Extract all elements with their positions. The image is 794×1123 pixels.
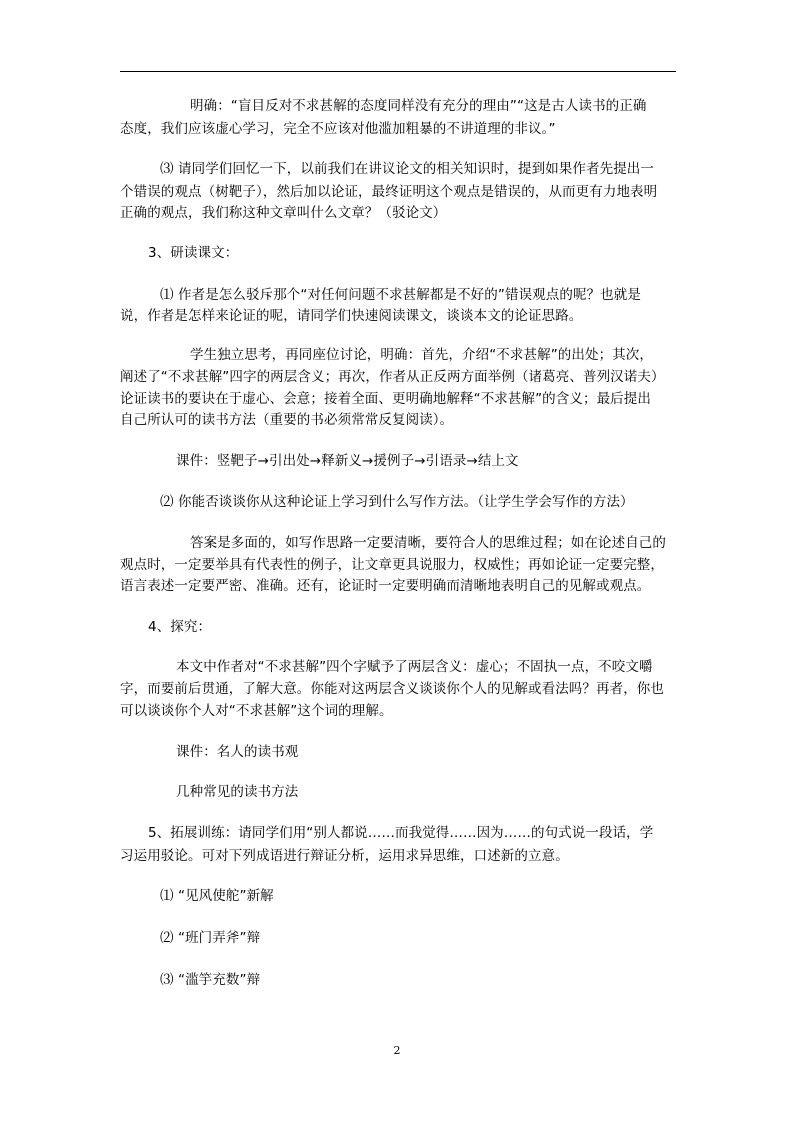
list-item: ⑶ “滥竽充数”辩 — [160, 972, 261, 988]
text-line: 字，而要前后贯通，了解大意。你能对这两层含义谈谈你个人的见解或看法吗？再者，你也 — [120, 681, 664, 697]
text-line: 态度，我们应该虚心学习，完全不应该对他滥加粗暴的不讲道理的非议。” — [120, 121, 556, 137]
page-number: 2 — [393, 1044, 401, 1057]
text-line: 课件：名人的读书观 — [176, 744, 299, 760]
text-line: 阐述了“不求甚解”四字的两层含义；再次，作者从正反两方面举例（诸葛亮、普列汉诺夫） — [120, 369, 665, 385]
text-line: 论证读书的要诀在于虚心、会意；接着全面、更明确地解释“不求甚解”的含义；最后提出 — [120, 391, 651, 407]
text-line: 语言表述一定要严密、准确。还有，论证时一定要明确而清晰地表明自己的见解或观点。 — [120, 578, 651, 594]
text-line: 习运用驳论。可对下列成语进行辩证分析，运用求异思维，口述新的立意。 — [120, 848, 569, 864]
text-line: 观点时，一定要举具有代表性的例子，让文章更具说服力，权威性；再如论证一定要完整， — [120, 557, 664, 573]
text-line: 几种常见的读书方法 — [176, 784, 299, 800]
header-rule — [120, 71, 676, 72]
text-line: 说，作者是怎样来论证的呢，请同学们快速阅读课文，谈谈本文的论证思路。 — [120, 308, 583, 324]
text-line: 课件：竖靶子→引出处→释新义→援例子→引语录→结上文 — [176, 453, 519, 469]
text-line: 正确的观点，我们称这种文章叫什么文章？（驳论文） — [120, 205, 447, 221]
section-heading: 5、拓展训练：请同学们用“别人都说……而我觉得……因为……的句式说一段话，学 — [148, 825, 654, 841]
text-line: 学生独立思考，再同座位讨论，明确：首先，介绍“不求甚解”的出处；其次， — [190, 347, 653, 363]
list-item: ⑴ “见风使舵”新解 — [160, 888, 274, 904]
text-line: ⑵ 你能否谈谈你从这种论证上学习到什么写作方法。（让学生学会写作的方法） — [160, 494, 634, 510]
text-line: 可以谈谈你个人对“不求甚解”这个词的理解。 — [120, 703, 393, 719]
text-line: 答案是多面的，如写作思路一定要清晰，要符合人的思维过程；如在论述自己的 — [190, 535, 666, 551]
text-line: 个错误的观点（树靶子），然后加以论证，最终证明这个观点是错误的，从而更有力地表明 — [120, 184, 658, 200]
text-line: 本文中作者对“不求甚解”四个字赋予了两层含义：虚心；不固执一点，不咬文嚼 — [176, 659, 653, 675]
list-item: ⑵ “班门弄斧”辩 — [160, 930, 261, 946]
text-line: 明确：“盲目反对不求甚解的态度同样没有充分的理由”“这是古人读书的正确 — [190, 98, 647, 114]
section-heading: 3、研读课文： — [148, 245, 239, 261]
section-heading: 4、探究： — [148, 619, 212, 635]
text-line: ⑶ 请同学们回忆一下，以前我们在讲议论文的相关知识时，提到如果作者先提出一 — [160, 161, 654, 177]
text-line: ⑴ 作者是怎么驳斥那个“对任何问题不求甚解都是不好的”错误观点的呢？也就是 — [160, 287, 641, 303]
text-line: 自己所认可的读书方法（重要的书必须常常反复阅读）。 — [120, 412, 454, 428]
